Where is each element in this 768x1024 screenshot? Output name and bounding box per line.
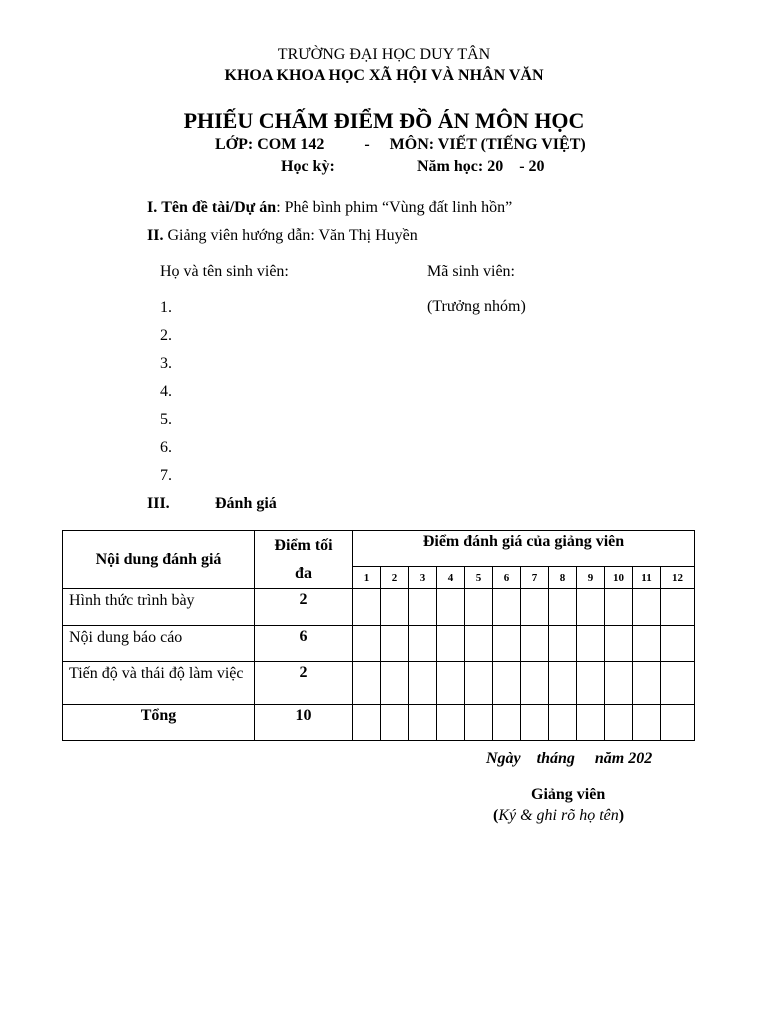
- section-instructor: [147, 227, 418, 245]
- score-cell[interactable]: [493, 705, 521, 741]
- class-subject-line: LỚP: COM 142 - MÔN: VIẾT (TIẾNG VIỆT): [215, 136, 586, 153]
- lecturer-column-number: 7: [521, 567, 549, 589]
- section-instructor-numeral: II.: [147, 227, 164, 244]
- score-cell[interactable]: [381, 705, 409, 741]
- lecturer-column-number: 9: [577, 567, 605, 589]
- date-line: Ngày tháng năm 202: [486, 750, 653, 767]
- score-cell[interactable]: [661, 626, 695, 662]
- table-total-row: [63, 705, 695, 741]
- lecturer-column-number: 10: [605, 567, 633, 589]
- evaluation-table: [62, 530, 695, 741]
- score-cell[interactable]: [437, 705, 465, 741]
- section-evaluation-label: Đánh giá: [215, 495, 277, 512]
- total-label: Tổng: [63, 705, 255, 741]
- document-title: PHIẾU CHẤM ĐIỂM ĐỒ ÁN MÔN HỌC: [183, 108, 585, 133]
- score-cell[interactable]: [437, 589, 465, 626]
- score-cell[interactable]: [465, 662, 493, 705]
- student-number: 5.: [160, 411, 172, 428]
- score-cell[interactable]: [549, 589, 577, 626]
- header-content-cell: Nội dung đánh giá: [63, 531, 255, 589]
- lecturer-column-number: 11: [633, 567, 661, 589]
- score-cell[interactable]: [605, 589, 633, 626]
- score-cell[interactable]: [577, 662, 605, 705]
- student-id-header: Mã sinh viên:: [427, 263, 515, 280]
- score-cell[interactable]: [409, 626, 437, 662]
- table-header-row: [63, 531, 695, 567]
- score-cell[interactable]: [465, 705, 493, 741]
- table-row: [63, 626, 695, 662]
- score-cell[interactable]: [493, 589, 521, 626]
- student-number: 3.: [160, 355, 172, 372]
- lecturer-column-number: 3: [409, 567, 437, 589]
- score-cell[interactable]: [549, 626, 577, 662]
- row-max-score: 6: [255, 626, 353, 662]
- score-cell[interactable]: [521, 705, 549, 741]
- score-cell[interactable]: [577, 626, 605, 662]
- score-cell[interactable]: [549, 662, 577, 705]
- score-cell[interactable]: [633, 705, 661, 741]
- score-cell[interactable]: [661, 662, 695, 705]
- section-topic-numeral: I.: [147, 199, 158, 216]
- score-cell[interactable]: [353, 705, 381, 741]
- student-name-header: Họ và tên sinh viên:: [160, 263, 289, 280]
- score-cell[interactable]: [465, 589, 493, 626]
- group-leader-note: (Trưởng nhóm): [427, 298, 526, 315]
- score-cell[interactable]: [605, 626, 633, 662]
- section-instructor-text: Giảng viên hướng dẫn: Văn Thị Huyền: [163, 227, 418, 244]
- row-content: Hình thức trình bày: [63, 589, 255, 626]
- lecturer-column-number: 4: [437, 567, 465, 589]
- lecturer-column-number: 12: [661, 567, 695, 589]
- score-cell[interactable]: [661, 705, 695, 741]
- score-cell[interactable]: [521, 589, 549, 626]
- student-number: 1.: [160, 299, 172, 316]
- header-max-cell: [255, 531, 353, 589]
- section-topic: [147, 199, 512, 217]
- signature-paren-open: (: [493, 807, 499, 824]
- lecturer-column-number: 6: [493, 567, 521, 589]
- score-cell[interactable]: [661, 589, 695, 626]
- faculty-name: KHOA KHOA HỌC XÃ HỘI VÀ NHÂN VĂN: [224, 67, 544, 84]
- row-content: Nội dung báo cáo: [63, 626, 255, 662]
- table-row: [63, 589, 695, 626]
- score-cell[interactable]: [353, 589, 381, 626]
- university-name: TRƯỜNG ĐẠI HỌC DUY TÂN: [277, 46, 491, 63]
- score-cell[interactable]: [437, 662, 465, 705]
- signature-instruction-text: Ký & ghi rõ họ tên: [498, 807, 619, 824]
- semester-label: Học kỳ:: [281, 158, 335, 175]
- score-cell[interactable]: [605, 705, 633, 741]
- signature-instruction: [493, 807, 624, 825]
- score-cell[interactable]: [409, 662, 437, 705]
- header-max-line1: Điểm tối: [274, 536, 333, 554]
- score-cell[interactable]: [633, 662, 661, 705]
- score-cell[interactable]: [353, 626, 381, 662]
- score-cell[interactable]: [605, 662, 633, 705]
- score-cell[interactable]: [409, 589, 437, 626]
- row-max-score: 2: [255, 589, 353, 626]
- lecturer-column-number: 8: [549, 567, 577, 589]
- score-cell[interactable]: [549, 705, 577, 741]
- student-number: 2.: [160, 327, 172, 344]
- lecturer-column-number: 1: [353, 567, 381, 589]
- row-max-score: 2: [255, 662, 353, 705]
- score-cell[interactable]: [381, 662, 409, 705]
- section-topic-label: Tên đề tài/Dự án: [161, 199, 277, 216]
- row-content: Tiến độ và thái độ làm việc: [63, 662, 255, 705]
- header-max-line2: đa: [295, 564, 312, 582]
- school-year-label: Năm học: 20 - 20: [417, 158, 545, 175]
- score-cell[interactable]: [381, 589, 409, 626]
- total-max-score: 10: [255, 705, 353, 741]
- score-cell[interactable]: [465, 626, 493, 662]
- score-cell[interactable]: [577, 705, 605, 741]
- score-cell[interactable]: [577, 589, 605, 626]
- score-cell[interactable]: [409, 705, 437, 741]
- table-row: [63, 662, 695, 705]
- header-lecturer-cell: Điểm đánh giá của giảng viên: [353, 531, 695, 567]
- score-cell[interactable]: [493, 626, 521, 662]
- lecturer-signature-title: Giảng viên: [531, 786, 606, 803]
- score-cell[interactable]: [493, 662, 521, 705]
- score-cell[interactable]: [633, 589, 661, 626]
- score-cell[interactable]: [633, 626, 661, 662]
- section-evaluation-numeral: III.: [147, 495, 170, 512]
- signature-paren-close: ): [618, 807, 625, 824]
- lecturer-column-number: 5: [465, 567, 493, 589]
- lecturer-column-number: 2: [381, 567, 409, 589]
- score-cell[interactable]: [521, 626, 549, 662]
- section-topic-value: : Phê bình phim “Vùng đất linh hồn”: [276, 199, 513, 216]
- student-number: 6.: [160, 439, 172, 456]
- student-number: 7.: [160, 467, 172, 484]
- score-cell[interactable]: [381, 626, 409, 662]
- student-number: 4.: [160, 383, 172, 400]
- score-cell[interactable]: [521, 662, 549, 705]
- score-cell[interactable]: [437, 626, 465, 662]
- score-cell[interactable]: [353, 662, 381, 705]
